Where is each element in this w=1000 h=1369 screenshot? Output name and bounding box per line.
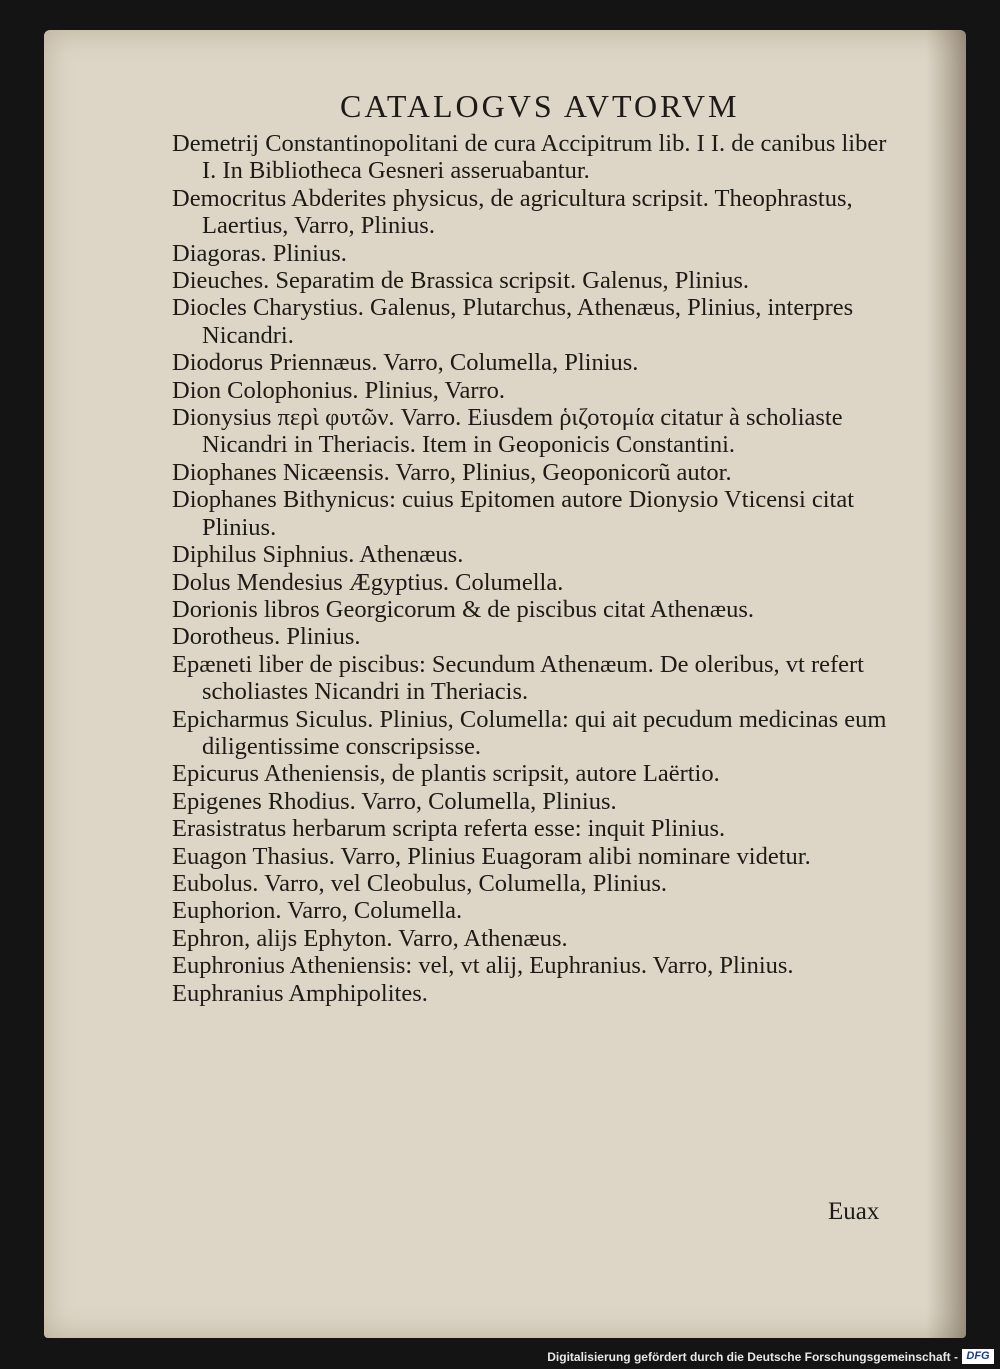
catalog-entry: Diphilus Siphnius. Athenæus. [172,541,464,569]
catalog-entry: Euphronius Atheniensis: vel, vt alij, Euphranius. Varro, Plinius. [172,952,794,980]
catalog-entry: Ephron, alijs Ephyton. Varro, Athenæus. [172,924,568,952]
catalog-entry: Epigenes Rhodius. Varro, Columella, Plinius. [172,787,617,815]
catalog-entry: Dorionis libros Georgicorum & de piscibus citat Athenæus. [172,595,755,623]
catalog-entry: Euphranius Amphipolites. [172,979,428,1007]
catalog-entry: Dion Colophonius. Plinius, Varro. [172,376,506,404]
catalog-entry: Diophanes Nicæensis. Varro, Plinius, Geoponicorũ autor. [172,458,732,486]
catalog-entry: Democritus Abderites physicus, de agricultura scripsit. Theophrastus, Laertius, Varro, Plinius. [172,184,853,240]
catalog-entry: Dolus Mendesius Ægyptius. Columella. [172,568,564,596]
dfg-logo-icon: DFG [962,1349,994,1364]
catalog-entry: Dionysius περὶ φυτῶν. Varro. Eiusdem ῥιζοτομία citatur à scholiaste Nicandri in Theriacis. Item in Geoponicis Constantini. [172,404,843,459]
catalog-entry: Dorotheus. Plinius. [172,623,361,651]
catalog-entry: Demetrij Constantinopolitani de cura Accipitrum lib. I I. de canibus liber I. In Bibliotheca Gesneri asseruabantur. [172,130,887,185]
catalog-entry: Epicharmus Siculus. Plinius, Columella: qui ait pecudum medicinas eum diligentissime conscripsisse. [172,705,887,760]
page-gutter-shadow [926,30,966,1338]
catalog-entry: Diodorus Priennæus. Varro, Columella, Plinius. [172,349,639,377]
catalog-entry: Eubolus. Varro, vel Cleobulus, Columella, Plinius. [172,869,667,897]
catalog-entry: Dieuches. Separatim de Brassica scripsit. Galenus, Plinius. [172,267,749,295]
catalog-entry: Euphorion. Varro, Columella. [172,897,463,925]
catalog-entry: Diagoras. Plinius. [172,239,347,267]
running-header: CATALOGVS AVTORVM [340,88,740,124]
catalog-entry: Euagon Thasius. Varro, Plinius Euagoram alibi nominare videtur. [172,842,811,870]
catalog-entry: Epicurus Atheniensis, de plantis scripsit, autore Laërtio. [172,760,720,788]
catchword: Euax [828,1198,880,1225]
catalog-entry: Diophanes Bithynicus: cuius Epitomen autore Dionysio Vticensi citat Plinius. [172,486,855,541]
catalog-entry: Erasistratus herbarum scripta referta esse: inquit Plinius. [172,815,726,843]
funding-notice: Digitalisierung gefördert durch die Deutsche Forschungsgemeinschaft - [547,1350,958,1364]
catalog-entry: Epæneti liber de piscibus: Secundum Athenæum. De oleribus, vt refert scholiastes Nicandri in Theriacis. [172,650,864,706]
author-catalog-list [172,130,897,1007]
catalog-entry: Diocles Charystius. Galenus, Plutarchus, Athenæus, Plinius, interpres Nicandri. [172,294,854,349]
